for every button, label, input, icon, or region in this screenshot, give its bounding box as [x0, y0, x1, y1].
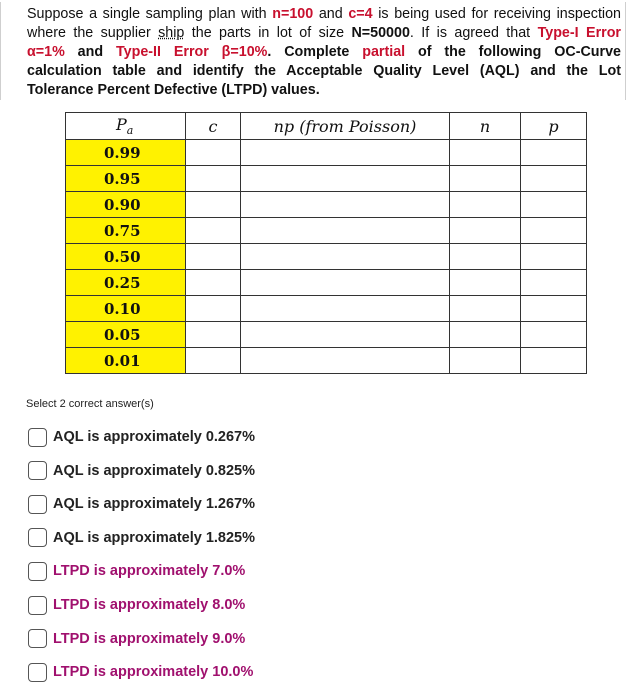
answer-option-label: AQL is approximately 0.267%: [53, 429, 256, 445]
answer-option-label: AQL is approximately 1.825%: [53, 529, 256, 546]
question-run: n=100: [272, 6, 314, 22]
answer-option-4[interactable]: [28, 527, 255, 549]
question-line-4: [27, 62, 621, 81]
checkbox[interactable]: [28, 562, 47, 581]
question-run: Type-I Error: [537, 25, 621, 41]
cell-pa: 0.99: [66, 140, 186, 166]
table-header-row: [66, 113, 587, 140]
table-row: [66, 322, 587, 348]
question-line-3: [27, 43, 621, 62]
question-line-2: [27, 24, 621, 43]
cell-p[interactable]: [521, 244, 587, 270]
cell-np[interactable]: [241, 348, 450, 374]
question-run: . If is agreed that: [409, 25, 538, 41]
cell-c[interactable]: [186, 166, 241, 192]
cell-n[interactable]: [450, 270, 521, 296]
question-run: Suppose a single sampling plan with: [27, 6, 273, 22]
cell-np[interactable]: [241, 322, 450, 348]
cell-np[interactable]: [241, 218, 450, 244]
answer-option-1[interactable]: [28, 426, 255, 448]
answer-option-2[interactable]: [28, 460, 255, 482]
checkbox[interactable]: [28, 495, 47, 514]
question-line-1: [27, 5, 621, 24]
header-p: p: [521, 113, 587, 140]
answer-option-label: AQL is approximately 1.267%: [53, 496, 256, 513]
header-pa: $P_a$: [66, 113, 186, 140]
table-row: [66, 166, 587, 192]
cell-pa: 0.95: [66, 166, 186, 192]
select-instruction: Select 2 correct answer(s): [26, 398, 154, 410]
cell-p[interactable]: [521, 322, 587, 348]
question-run: Type-II Error β=10%: [115, 44, 268, 60]
cell-np[interactable]: [241, 244, 450, 270]
checkbox[interactable]: [28, 428, 47, 447]
question-text: [0, 2, 626, 100]
answer-option-5[interactable]: [28, 560, 245, 582]
cell-p[interactable]: [521, 296, 587, 322]
cell-n[interactable]: [450, 192, 521, 218]
cell-p[interactable]: [521, 192, 587, 218]
oc-curve-table: [65, 112, 587, 374]
checkbox[interactable]: [28, 528, 47, 547]
question-run: ship: [158, 25, 185, 41]
answer-option-label: LTPD is approximately 8.0%: [53, 597, 246, 613]
cell-c[interactable]: [186, 270, 241, 296]
answer-option-6[interactable]: [28, 594, 245, 616]
answer-option-label: LTPD is approximately 7.0%: [53, 563, 246, 580]
cell-n[interactable]: [450, 322, 521, 348]
cell-np[interactable]: [241, 140, 450, 166]
cell-c[interactable]: [186, 192, 241, 218]
cell-p[interactable]: [521, 218, 587, 244]
question-run: calculation table and identify the Acceptable Quality Level (AQL) and the Lot: [27, 63, 621, 79]
cell-n[interactable]: [450, 218, 521, 244]
table-row: [66, 140, 587, 166]
cell-c[interactable]: [186, 348, 241, 374]
cell-pa: 0.25: [66, 270, 186, 296]
checkbox[interactable]: [28, 663, 47, 682]
question-run: is being used for receiving inspection: [372, 6, 622, 22]
question-line-5: [27, 81, 621, 100]
cell-pa: 0.01: [66, 348, 186, 374]
table-row: [66, 192, 587, 218]
question-run: N=50000: [351, 25, 410, 41]
cell-np[interactable]: [241, 270, 450, 296]
answer-option-label: LTPD is approximately 9.0%: [53, 630, 246, 647]
cell-pa: 0.90: [66, 192, 186, 218]
question-run: partial: [362, 44, 406, 60]
answer-option-label: LTPD is approximately 10.0%: [53, 664, 254, 681]
cell-p[interactable]: [521, 166, 587, 192]
cell-n[interactable]: [450, 296, 521, 322]
cell-np[interactable]: [241, 166, 450, 192]
cell-c[interactable]: [186, 140, 241, 166]
question-run: Tolerance Percent Defective (LTPD) values.: [27, 82, 320, 98]
question-run: and: [64, 44, 116, 60]
header-np: np (from Poisson): [241, 113, 450, 140]
table-row: [66, 348, 587, 374]
checkbox[interactable]: [28, 629, 47, 648]
cell-p[interactable]: [521, 270, 587, 296]
table-row: [66, 296, 587, 322]
cell-pa: 0.75: [66, 218, 186, 244]
question-run: the parts in lot of size: [184, 25, 352, 41]
checkbox[interactable]: [28, 461, 47, 480]
question-run: where the supplier: [27, 25, 159, 41]
question-run: . Complete: [267, 44, 363, 60]
question-run: of the following OC-Curve: [405, 44, 621, 60]
question-run: c=4: [348, 6, 373, 22]
cell-c[interactable]: [186, 322, 241, 348]
question-run: α=1%: [27, 44, 65, 60]
checkbox[interactable]: [28, 596, 47, 615]
answer-option-3[interactable]: [28, 493, 255, 515]
answer-option-label: AQL is approximately 0.825%: [53, 462, 256, 479]
cell-c[interactable]: [186, 218, 241, 244]
table-row: [66, 270, 587, 296]
cell-c[interactable]: [186, 296, 241, 322]
cell-c[interactable]: [186, 244, 241, 270]
table-row: [66, 244, 587, 270]
cell-pa: 0.05: [66, 322, 186, 348]
cell-np[interactable]: [241, 192, 450, 218]
cell-n[interactable]: [450, 166, 521, 192]
cell-np[interactable]: [241, 296, 450, 322]
cell-pa: 0.10: [66, 296, 186, 322]
cell-p[interactable]: [521, 140, 587, 166]
table-row: [66, 218, 587, 244]
cell-pa: 0.50: [66, 244, 186, 270]
cell-n[interactable]: [450, 348, 521, 374]
cell-p[interactable]: [521, 348, 587, 374]
header-n: n: [450, 113, 521, 140]
cell-n[interactable]: [450, 140, 521, 166]
answer-option-8[interactable]: [28, 661, 253, 683]
header-c: c: [186, 113, 241, 140]
cell-n[interactable]: [450, 244, 521, 270]
question-run: and: [313, 6, 349, 22]
answer-option-7[interactable]: [28, 628, 245, 650]
